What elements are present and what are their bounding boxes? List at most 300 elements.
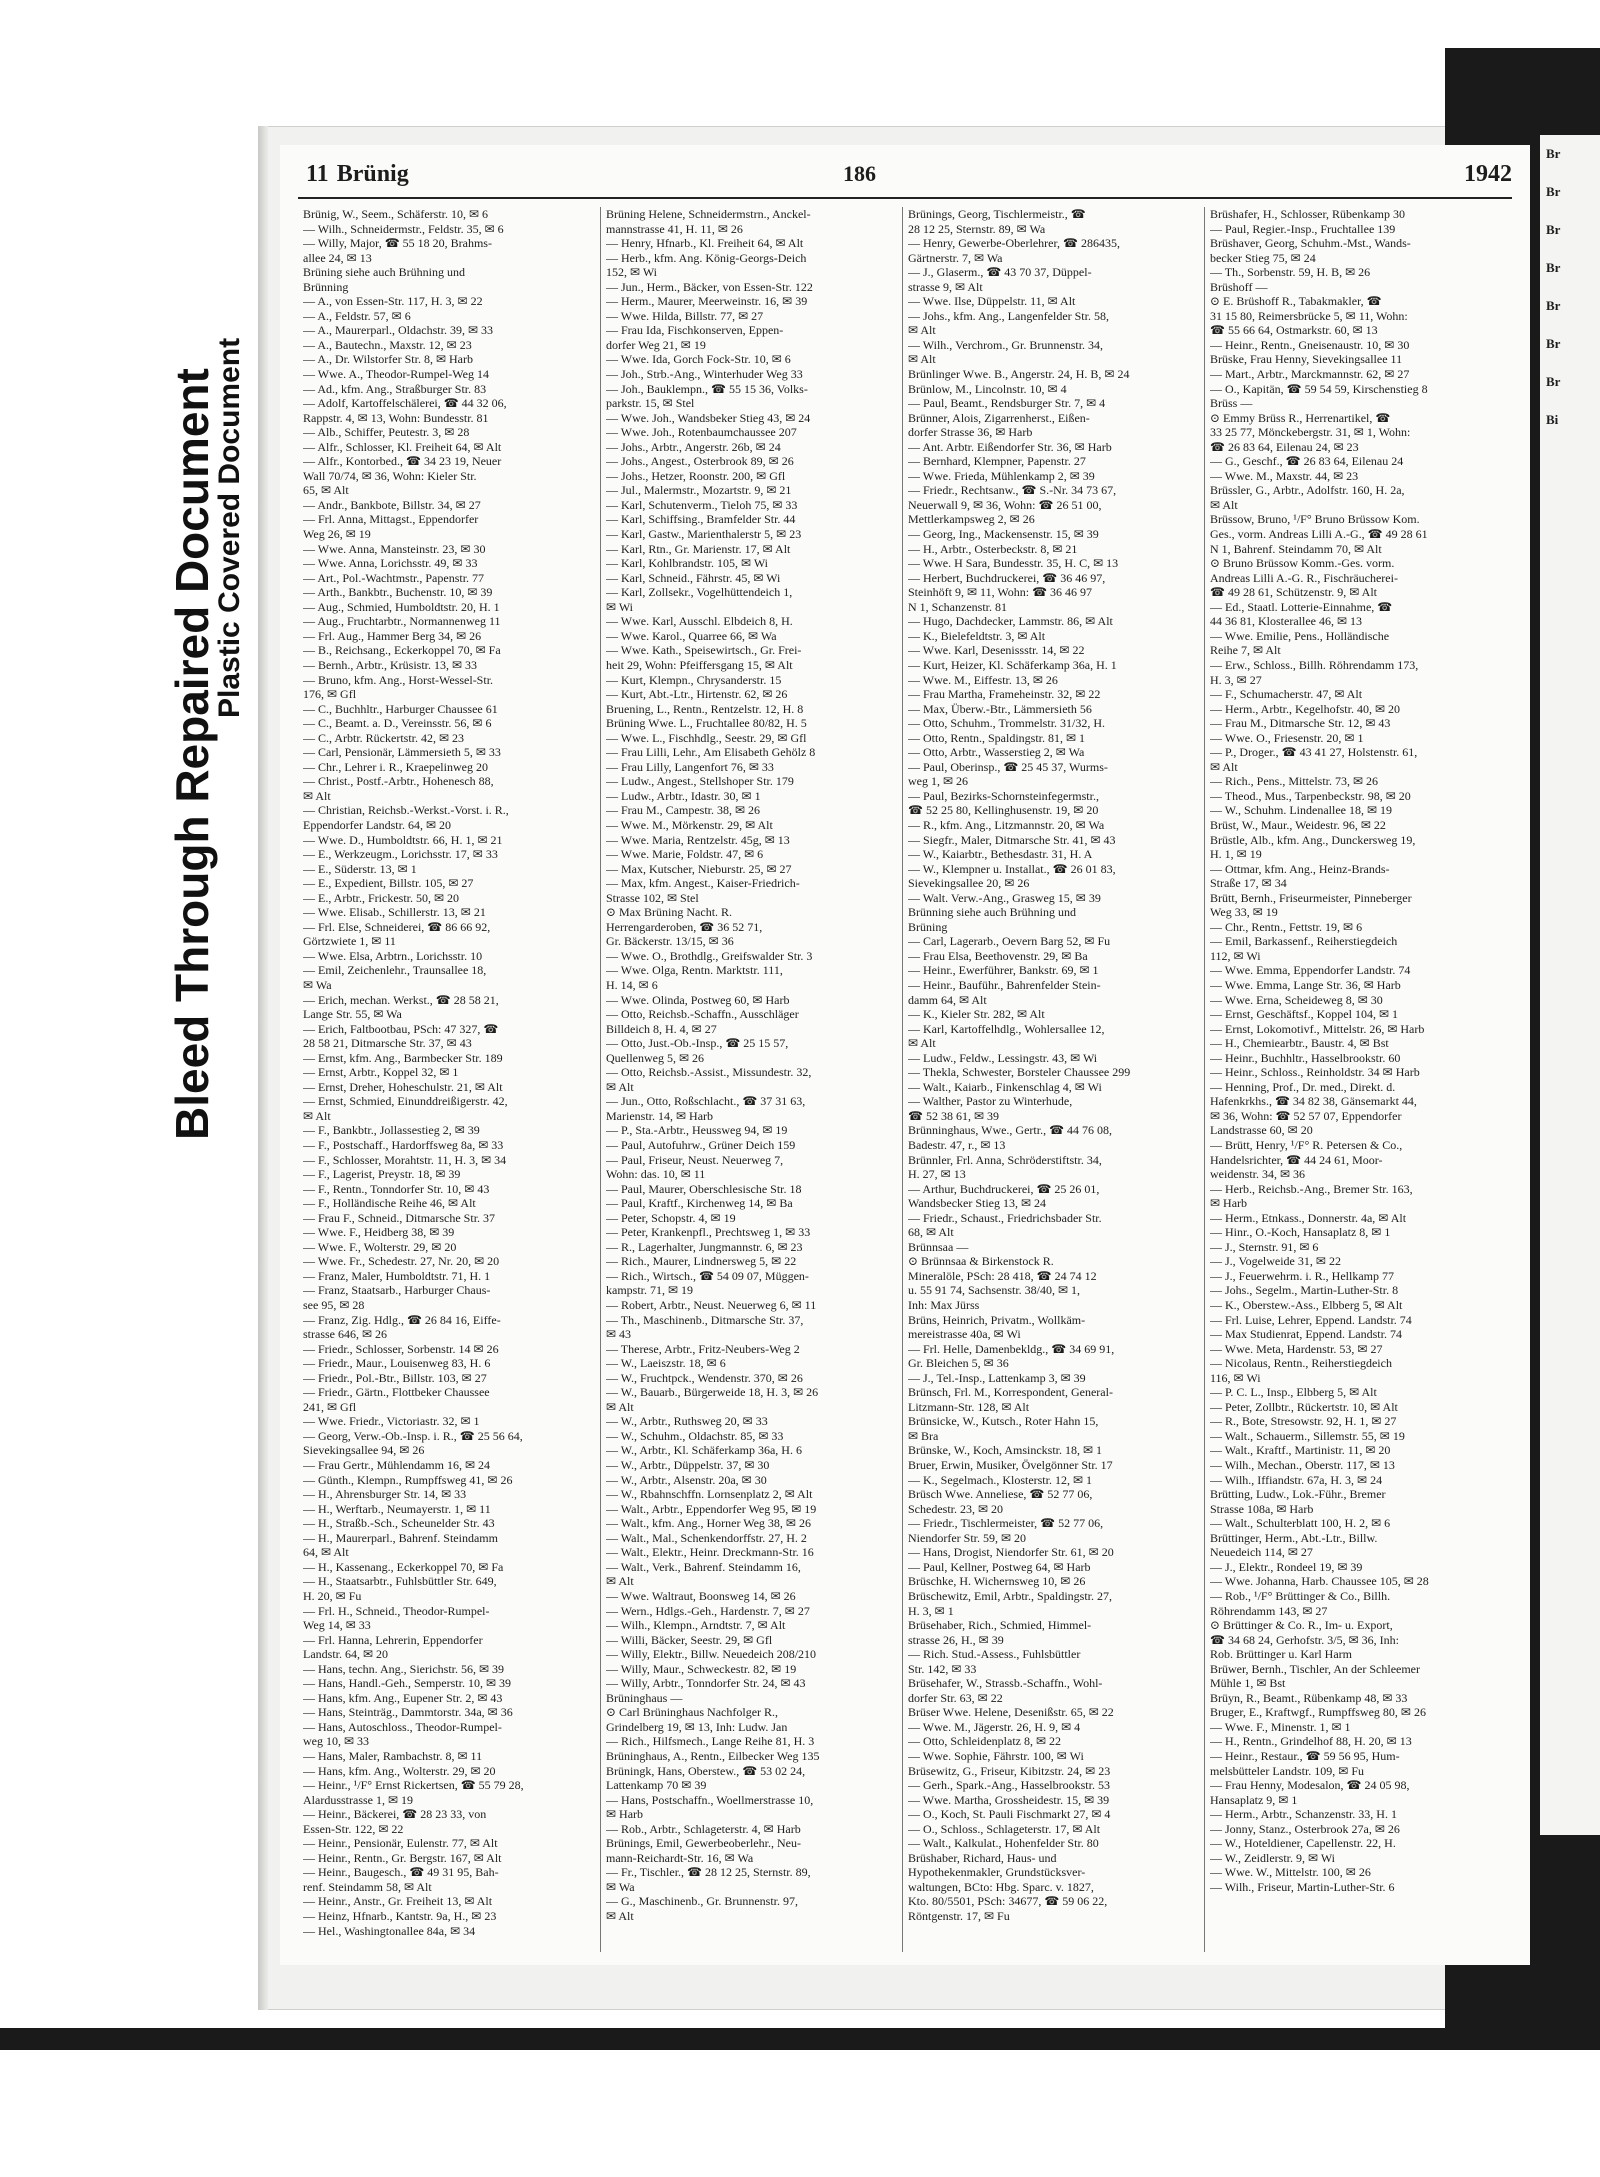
directory-entry-line: — Peter, Zollbtr., Rückertstr. 10, ✉ Alt bbox=[1210, 1399, 1398, 1414]
directory-entry-line: — Wwe. F., Minenstr. 1, ✉ 1 bbox=[1210, 1719, 1351, 1734]
directory-entry-line: Brüninghaus, A., Rentn., Eilbecker Weg 135 bbox=[606, 1748, 820, 1763]
directory-entry-line: — O., Kapitän, ☎ 59 54 59, Kirschenstieg 8 bbox=[1210, 381, 1428, 396]
directory-entry-line: — Wwe. Fr., Schedestr. 27, Nr. 20, ✉ 20 bbox=[303, 1254, 500, 1269]
directory-entry-line: — Wwe. F., Heidberg 38, ✉ 39 bbox=[303, 1225, 455, 1240]
directory-entry-line: — Wilh., Friseur, Martin-Luther-Str. 6 bbox=[1210, 1879, 1395, 1894]
directory-entry-line: — Walt., Mal., Schenkendorffstr. 27, H. 2 bbox=[606, 1530, 807, 1545]
directory-entry-line: — Emil, Zeichenlehr., Traunsallee 18, bbox=[303, 963, 487, 978]
directory-entry-line: — Friedr., Tischlermeister, ☎ 52 77 06, bbox=[908, 1516, 1104, 1531]
directory-entry-line: Brüns, Heinrich, Privatm., Wollkäm- bbox=[908, 1312, 1086, 1327]
directory-entry-line: — Wwe. Elsa, Arbtrn., Lorichsstr. 10 bbox=[303, 948, 483, 963]
directory-entry-line: — W., Hoteldiener, Capellenstr. 22, H. bbox=[1210, 1836, 1396, 1851]
directory-entry-line: Landstr. 64, ✉ 20 bbox=[303, 1647, 389, 1662]
directory-entry-line: — Wwe. Olga, Rentn. Marktstr. 111, bbox=[606, 963, 783, 978]
directory-entry-line: N 1, Bahrenf. Steindamm 70, ✉ Alt bbox=[1210, 541, 1382, 556]
directory-entry-line: — Henry, Gewerbe-Oberlehrer, ☎ 286435, bbox=[908, 236, 1120, 251]
directory-entry-line: ☎ 55 66 64, Ostmarkstr. 60, ✉ 13 bbox=[1210, 323, 1378, 338]
directory-entry-line: Lange Str. 55, ✉ Wa bbox=[303, 1007, 402, 1022]
directory-entry-line: ⊙ Bruno Brüssow Komm.-Ges. vorm. bbox=[1210, 556, 1395, 571]
directory-entry-line: ⊙ Brüttinger & Co. R., Im- u. Export, bbox=[1210, 1618, 1393, 1633]
directory-entry-line: — Wilh., Mechan., Oberstr. 117, ✉ 13 bbox=[1210, 1458, 1395, 1473]
directory-entry-line: — Wwe. O., Brothdlg., Greifswalder Str. 3 bbox=[606, 948, 813, 963]
directory-entry-line: H. 3, ✉ 1 bbox=[908, 1603, 954, 1618]
directory-entry-line: Brüsehafer, W., Strassb.-Schaffn., Wohl- bbox=[908, 1676, 1103, 1691]
directory-entry-line: — Ludw., Arbtr., Idastr. 30, ✉ 1 bbox=[606, 788, 761, 803]
directory-entry-line: — Siegfr., Maler, Ditmarsche Str. 41, ✉ 43 bbox=[908, 832, 1116, 847]
directory-entry-line: — R., Bote, Stresowstr. 92, H. 1, ✉ 27 bbox=[1210, 1414, 1397, 1429]
directory-entry-line: — Karl, Schiffsing., Bramfelder Str. 44 bbox=[606, 512, 796, 527]
page-tag-number: 11 bbox=[306, 161, 329, 187]
directory-entry-line: — Hans, Drogist, Niendorfer Str. 61, ✉ 20 bbox=[908, 1545, 1114, 1560]
directory-entry-line: — Franz, Maler, Humboldtstr. 71, H. 1 bbox=[303, 1268, 491, 1283]
directory-entry-line: — Hans, Autoschloss., Theodor-Rumpel- bbox=[303, 1719, 502, 1734]
facing-page-word: Br bbox=[1546, 222, 1561, 237]
directory-entry-line: Brüwer, Bernh., Tischler, An der Schleemer bbox=[1210, 1661, 1420, 1676]
directory-entry-line: — Karl, Zollsekr., Vogelhüttendeich 1, bbox=[606, 585, 793, 600]
directory-entry-line: — Max, Kutscher, Nieburstr. 25, ✉ 27 bbox=[606, 861, 792, 876]
directory-entry-line: — Karl, Gastw., Marienthalerstr 5, ✉ 23 bbox=[606, 527, 802, 542]
directory-entry-line: Wandsbecker Stieg 13, ✉ 24 bbox=[908, 1196, 1047, 1211]
directory-entry-line: H. 27, ✉ 13 bbox=[908, 1167, 966, 1182]
directory-entry-line: — Walt., Schulterblatt 100, H. 2, ✉ 6 bbox=[1210, 1516, 1391, 1531]
directory-entry-line: Bruger, E., Kraftwgf., Rumpffsweg 80, ✉ 26 bbox=[1210, 1705, 1426, 1720]
directory-entry-line: — Aug., Schmied, Humboldtstr. 20, H. 1 bbox=[303, 599, 500, 614]
directory-entry-line: Hansaplatz 9, ✉ 1 bbox=[1210, 1792, 1298, 1807]
directory-entry-line: Brüschke, H. Wichernsweg 10, ✉ 26 bbox=[908, 1574, 1086, 1589]
directory-entry-line: — Walther, Pastor zu Winterhude, bbox=[908, 1094, 1073, 1109]
directory-entry-line: waltungen, BCto: Hbg. Sparc. v. 1827, bbox=[908, 1879, 1094, 1894]
directory-entry-line: — Hans, Handl.-Geh., Semperstr. 10, ✉ 39 bbox=[303, 1676, 512, 1691]
directory-entry-line: — Kurt, Heizer, Kl. Schäferkamp 36a, H. 1 bbox=[908, 657, 1117, 672]
directory-entry-line: Brünske, W., Koch, Amsinckstr. 18, ✉ 1 bbox=[908, 1443, 1103, 1458]
directory-entry-line: — Rich., Wirtsch., ☎ 54 09 07, Müggen- bbox=[606, 1268, 809, 1283]
directory-entry-line: — Karl, Schutenverm., Tieloh 75, ✉ 33 bbox=[606, 497, 798, 512]
directory-entry-line: — Wwe. M., Eiffestr. 13, ✉ 26 bbox=[908, 672, 1058, 687]
directory-entry-line: Weg 14, ✉ 33 bbox=[303, 1618, 371, 1633]
directory-entry-line: — Wwe. Friedr., Victoriastr. 32, ✉ 1 bbox=[303, 1414, 480, 1429]
directory-entry-line: — Ernst, Schmied, Einunddreißigerstr. 42, bbox=[303, 1094, 508, 1109]
directory-entry-line: Mineralöle, PSch: 28 418, ☎ 24 74 12 bbox=[908, 1268, 1097, 1283]
directory-entry-line: — Walt., Kraftf., Martinistr. 11, ✉ 20 bbox=[1210, 1443, 1391, 1458]
directory-entry-line: heit 29, Wohn: Pfeiffersgang 15, ✉ Alt bbox=[606, 657, 793, 672]
directory-entry-line: — Franz, Staatsarb., Harburger Chaus- bbox=[303, 1283, 491, 1298]
directory-entry-line: Brüss — bbox=[1210, 396, 1253, 411]
directory-entry-line: — Rob., Arbtr., Schlageterstr. 4, ✉ Harb bbox=[606, 1821, 801, 1836]
directory-entry-line: Lattenkamp 70 ✉ 39 bbox=[606, 1778, 707, 1793]
directory-entry-line: — K., Segelmach., Klosterstr. 12, ✉ 1 bbox=[908, 1472, 1093, 1487]
directory-entry-line: — Frau Henny, Modesalon, ☎ 24 05 98, bbox=[1210, 1778, 1410, 1793]
directory-entry-line: ✉ Alt bbox=[303, 788, 331, 803]
directory-entry-line: — Max, kfm. Angest., Kaiser-Friedrich- bbox=[606, 876, 800, 891]
directory-entry-line: Brüttinger, Herm., Abt.-Ltr., Billw. bbox=[1210, 1530, 1378, 1545]
directory-entry-line: — Wwe. M., Maxstr. 44, ✉ 23 bbox=[1210, 468, 1359, 483]
directory-entry-line: — Erich, Faltbootbau, PSch: 47 327, ☎ bbox=[303, 1021, 499, 1036]
page-section-tag bbox=[298, 161, 409, 188]
directory-entry-line: — Wwe. L., Fischhdlg., Seestr. 29, ✉ Gfl bbox=[606, 730, 807, 745]
directory-entry-line: — Hans, techn. Ang., Sierichstr. 56, ✉ 39 bbox=[303, 1661, 505, 1676]
facing-page-word: Br bbox=[1546, 298, 1561, 313]
directory-entry-line: Landstrasse 60, ✉ 20 bbox=[1210, 1123, 1313, 1138]
header-rule bbox=[298, 197, 1512, 199]
directory-entry-line: — Jun., Herm., Bäcker, von Essen-Str. 122 bbox=[606, 279, 813, 294]
directory-entry-line: Wohn: das. 10, ✉ 11 bbox=[606, 1167, 706, 1182]
directory-entry-line: Brüstle, Alb., kfm. Ang., Dunckersweg 19, bbox=[1210, 832, 1416, 847]
directory-entry-line: — Herbert, Buchdruckerei, ☎ 36 46 97, bbox=[908, 570, 1106, 585]
page-gutter-shadow bbox=[258, 126, 268, 2010]
directory-entry-line: Andreas Lilli A.-G. R., Fischräucherei- bbox=[1210, 570, 1398, 585]
directory-entry-line: Brünning bbox=[303, 279, 349, 294]
directory-entry-line: — Wwe. Johanna, Harb. Chaussee 105, ✉ 28 bbox=[1210, 1574, 1429, 1589]
directory-entry-line: — W., Arbtr., Alsenstr. 20a, ✉ 30 bbox=[606, 1472, 767, 1487]
directory-entry-line: ✉ 43 bbox=[606, 1327, 632, 1342]
directory-entry-line: Inh: Max Jürss bbox=[908, 1298, 980, 1313]
directory-entry-line: Steinhöft 9, ✉ 11, Wohn: ☎ 36 46 97 bbox=[908, 585, 1093, 600]
directory-entry-line: — H., Kassenang., Eckerkoppel 70, ✉ Fa bbox=[303, 1559, 504, 1574]
directory-entry-line: — Karl, Rtn., Gr. Marienstr. 17, ✉ Alt bbox=[606, 541, 791, 556]
directory-entry-line: — Wwe. Erna, Scheideweg 8, ✉ 30 bbox=[1210, 992, 1383, 1007]
directory-entry-line: Badestr. 47, r., ✉ 13 bbox=[908, 1138, 1006, 1152]
directory-entry-line: — Otto, Arbtr., Wasserstieg 2, ✉ Wa bbox=[908, 745, 1085, 760]
directory-entry-line: Mettlerkampsweg 2, ✉ 26 bbox=[908, 512, 1035, 527]
directory-entry-line: — Wwe. A., Theodor-Rumpel-Weg 14 bbox=[303, 367, 489, 382]
directory-entry-line: — F., Schlosser, Morahtstr. 11, H. 3, ✉ 34 bbox=[303, 1152, 507, 1167]
directory-entry-line: Reihe 7, ✉ Alt bbox=[1210, 643, 1281, 658]
directory-entry-line: — Henning, Prof., Dr. med., Direkt. d. bbox=[1210, 1079, 1396, 1094]
directory-entry-line: dorfer Weg 21, ✉ 19 bbox=[606, 337, 706, 352]
directory-entry-line: 28 12 25, Sternstr. 89, ✉ Wa bbox=[908, 221, 1046, 236]
directory-entry-line: — K., Kieler Str. 282, ✉ Alt bbox=[908, 1007, 1045, 1022]
directory-entry-line: — Herm., Maurer, Meerweinstr. 16, ✉ 39 bbox=[606, 294, 808, 309]
directory-entry-line: — Frau Martha, Frameheinstr. 32, ✉ 22 bbox=[908, 687, 1101, 702]
directory-entry-line: — F., Holländische Reihe 46, ✉ Alt bbox=[303, 1196, 476, 1211]
directory-entry-line: — Rich., Hilfsmech., Lange Reihe 81, H. 3 bbox=[606, 1734, 815, 1749]
directory-entry-line: Brünings, Emil, Gewerbeoberlehr., Neu- bbox=[606, 1836, 801, 1851]
directory-entry-line: Kto. 80/5501, PSch: 34677, ☎ 59 06 22, bbox=[908, 1894, 1108, 1909]
directory-entry-line: Litzmann-Str. 128, ✉ Alt bbox=[908, 1399, 1030, 1414]
directory-entry-line: — Rich., Pens., Mittelstr. 73, ✉ 26 bbox=[1210, 774, 1379, 789]
directory-entry-line: — Emil, Barkassenf., Reiherstiegdeich bbox=[1210, 934, 1398, 949]
directory-entry-line: u. 55 91 74, Sachsenstr. 38/40, ✉ 1, bbox=[908, 1283, 1081, 1298]
directory-entry-line: — Georg, Verw.-Ob.-Insp. i. R., ☎ 25 56 64, bbox=[303, 1428, 523, 1443]
directory-entry-line: — Walt., Elektr., Heinr. Dreckmann-Str. 16 bbox=[606, 1545, 814, 1560]
directory-entry-line: — Herm., Arbtr., Schanzenstr. 33, H. 1 bbox=[1210, 1807, 1397, 1822]
directory-entry-line: — P. C. L., Insp., Elbberg 5, ✉ Alt bbox=[1210, 1385, 1377, 1400]
directory-entry-line: — Th., Maschinenb., Ditmarsche Str. 37, bbox=[606, 1312, 804, 1327]
directory-entry-line: — Rich. Stud.-Assess., Fuhlsbüttler bbox=[908, 1647, 1081, 1662]
directory-entry-line: — Ed., Staatl. Lotterie-Einnahme, ☎ bbox=[1210, 599, 1393, 614]
directory-entry-line: Brüser Wwe. Helene, Desenißstr. 65, ✉ 22 bbox=[908, 1705, 1114, 1720]
directory-entry-line: — Hel., Washingtonallee 84a, ✉ 34 bbox=[303, 1923, 476, 1938]
directory-entry-line: — Hans, Steinträg., Dammtorstr. 34a, ✉ 36 bbox=[303, 1705, 513, 1720]
directory-entry-line: — Wwe. Joh., Rotenbaumchaussee 207 bbox=[606, 425, 797, 440]
directory-entry-line: — Wwe. Maria, Rentzelstr. 45g, ✉ 13 bbox=[606, 832, 790, 847]
directory-columns bbox=[298, 207, 1506, 1952]
directory-entry-line: — F., Postschaff., Hardorffsweg 8a, ✉ 33 bbox=[303, 1138, 504, 1152]
facing-page-word: Br bbox=[1546, 374, 1561, 389]
directory-entry-line: ⊙ Carl Brüninghaus Nachfolger R., bbox=[606, 1705, 779, 1720]
directory-entry-line: — Otto, Just.-Ob.-Insp., ☎ 25 15 57, bbox=[606, 1036, 789, 1051]
directory-entry-line: — H., Rentn., Grindelhof 88, H. 20, ✉ 13 bbox=[1210, 1734, 1412, 1749]
scanner-bottom-band bbox=[0, 2028, 1600, 2050]
directory-entry-line: — Georg, Ing., Mackensenstr. 15, ✉ 39 bbox=[908, 527, 1099, 542]
directory-entry-line: — Wilh., Schneidermstr., Feldstr. 35, ✉ 6 bbox=[303, 221, 504, 236]
directory-entry-line: — Wwe. Joh., Wandsbeker Stieg 43, ✉ 24 bbox=[606, 410, 811, 425]
directory-entry-line: Brüsch Wwe. Anneliese, ☎ 52 77 06, bbox=[908, 1487, 1093, 1502]
directory-entry-line: — Wwe. Marie, Foldstr. 47, ✉ 6 bbox=[606, 847, 764, 862]
directory-entry-line: ✉ Alt bbox=[606, 1908, 634, 1923]
directory-entry-line: Brünings, Georg, Tischlermeistr., ☎ bbox=[908, 207, 1086, 221]
directory-entry-line: mann-Reichardt-Str. 16, ✉ Wa bbox=[606, 1850, 754, 1865]
directory-entry-line: — Max, Überw.-Btr., Lämmersieth 56 bbox=[908, 701, 1092, 716]
directory-entry-line: — Frl. H., Schneid., Theodor-Rumpel- bbox=[303, 1603, 490, 1618]
directory-entry-line: Gr. Bleichen 5, ✉ 36 bbox=[908, 1356, 1009, 1371]
directory-entry-line: allee 24, ✉ 13 bbox=[303, 250, 372, 265]
directory-entry-line: — Wwe. Martha, Grossheidestr. 15, ✉ 39 bbox=[908, 1792, 1110, 1807]
directory-entry-line: Alardusstrasse 1, ✉ 19 bbox=[303, 1792, 414, 1807]
directory-entry-line: — Wwe. H Sara, Bundesstr. 35, H. C, ✉ 13 bbox=[908, 556, 1119, 571]
directory-entry-line: — Ernst, Dreher, Hoheschulstr. 21, ✉ Alt bbox=[303, 1079, 503, 1094]
directory-entry-line: — C., Buchhltr., Harburger Chaussee 61 bbox=[303, 701, 498, 716]
directory-entry-line: — Karl, Kartoffelhdlg., Wohlersallee 12, bbox=[908, 1021, 1105, 1036]
directory-entry-line: ✉ 36, Wohn: ☎ 52 57 07, Eppendorfer bbox=[1210, 1108, 1402, 1123]
directory-entry-line: Röntgenstr. 17, ✉ Fu bbox=[908, 1908, 1010, 1923]
directory-entry-line: — Frau M., Campestr. 38, ✉ 26 bbox=[606, 803, 761, 818]
directory-entry-line: — Jun., Otto, Roßschlacht., ☎ 37 31 63, bbox=[606, 1094, 806, 1109]
directory-entry-line: — Wwe. Emma, Eppendorfer Landstr. 74 bbox=[1210, 963, 1411, 978]
facing-page-word: Br bbox=[1546, 260, 1561, 275]
directory-entry-line: Marienstr. 14, ✉ Harb bbox=[606, 1108, 714, 1123]
directory-entry-line: N 1, Schanzenstr. 81 bbox=[908, 599, 1007, 614]
directory-entry-line: — W., Rbahnschffn. Lornsenplatz 2, ✉ Alt bbox=[606, 1487, 813, 1502]
directory-entry-line: — Alb., Schiffer, Peutestr. 3, ✉ 28 bbox=[303, 425, 470, 440]
directory-entry-line: — K., Bielefeldtstr. 3, ✉ Alt bbox=[908, 628, 1046, 643]
directory-entry-line: Brünsch, Frl. M., Korrespondent, General- bbox=[908, 1385, 1113, 1400]
directory-entry-line: — Alfr., Schlosser, Kl. Freiheit 64, ✉ Alt bbox=[303, 439, 502, 454]
directory-entry-line: — Walt., Kalkulat., Hohenfelder Str. 80 bbox=[908, 1836, 1099, 1851]
directory-entry-line: ☎ 49 28 61, Schützenstr. 9, ✉ Alt bbox=[1210, 585, 1377, 600]
directory-entry-line: — Wilh., Iffiandstr. 67a, H. 3, ✉ 24 bbox=[1210, 1472, 1383, 1487]
directory-entry-line: Sievekingsallee 20, ✉ 26 bbox=[908, 876, 1030, 891]
directory-entry-line: — E., Werkzeugm., Lorichsstr. 17, ✉ 33 bbox=[303, 847, 498, 862]
directory-entry-line: — Friedr., Schaust., Friedrichsbader Str. bbox=[908, 1210, 1102, 1225]
directory-entry-line: — Johs., Angest., Osterbrook 89, ✉ 26 bbox=[606, 454, 794, 469]
directory-entry-line: H. 20, ✉ Fu bbox=[303, 1588, 362, 1603]
directory-entry-line: — Heinz, Hfnarb., Kantstr. 9a, H., ✉ 23 bbox=[303, 1908, 497, 1923]
directory-entry-line: damm 64, ✉ Alt bbox=[908, 992, 987, 1007]
directory-entry-line: Brüssow, Bruno, ¹/F° Bruno Brüssow Kom. bbox=[1210, 512, 1420, 527]
directory-entry-line: mereistrasse 40a, ✉ Wi bbox=[908, 1327, 1021, 1342]
facing-page-edge bbox=[1540, 135, 1600, 1835]
directory-entry-line: Ges., vorm. Andreas Lilli A.-G., ☎ 49 28 61 bbox=[1210, 527, 1428, 542]
directory-entry-line: — C., Arbtr. Rückertstr. 42, ✉ 23 bbox=[303, 730, 465, 745]
directory-entry-line: — Carl, Lagerarb., Oevern Barg 52, ✉ Fu bbox=[908, 934, 1111, 949]
directory-entry-line: — Arthur, Buchdruckerei, ☎ 25 26 01, bbox=[908, 1181, 1100, 1196]
directory-entry-line: Rappstr. 4, ✉ 13, Wohn: Bundesstr. 81 bbox=[303, 410, 489, 425]
directory-entry-line: — Frau M., Ditmarsche Str. 12, ✉ 43 bbox=[1210, 716, 1391, 731]
directory-entry-line: — Mart., Arbtr., Marckmannstr. 62, ✉ 27 bbox=[1210, 367, 1410, 382]
directory-entry-line: ✉ Wa bbox=[606, 1879, 635, 1894]
directory-entry-line: — Heinr., Anstr., Gr. Freiheit 13, ✉ Alt bbox=[303, 1894, 493, 1909]
directory-entry-line: — Walt., Arbtr., Eppendorfer Weg 95, ✉ 19 bbox=[606, 1501, 817, 1516]
directory-entry-line: ⊙ Brünnsaa & Birkenstock R. bbox=[908, 1254, 1054, 1269]
directory-entry-line: — W., Arbtr., Ruthsweg 20, ✉ 33 bbox=[606, 1414, 768, 1429]
directory-entry-line: Brüsewitz, G., Friseur, Kibitzstr. 24, ✉ 23 bbox=[908, 1763, 1111, 1778]
directory-entry-line: Brüst, W., Maur., Weidestr. 96, ✉ 22 bbox=[1210, 817, 1386, 832]
directory-entry-line: — Frau Lilli, Lehr., Am Elisabeth Gehölz 8 bbox=[606, 745, 816, 760]
directory-entry-line: Handelsrichter, ☎ 44 24 61, Moor- bbox=[1210, 1152, 1383, 1167]
directory-entry-line: — Fr., Tischler., ☎ 28 12 25, Sternstr. 89, bbox=[606, 1865, 811, 1880]
directory-entry-line: — Walt., Verk., Bahrenf. Steindamm 16, bbox=[606, 1559, 801, 1574]
directory-entry-line: mannstrasse 41, H. 11, ✉ 26 bbox=[606, 221, 743, 236]
directory-entry-line: — Wilh., Verchrom., Gr. Brunnenstr. 34, bbox=[908, 337, 1104, 352]
directory-entry-line: — R., kfm. Ang., Litzmannstr. 20, ✉ Wa bbox=[908, 817, 1105, 832]
directory-entry-line: — Frl. Aug., Hammer Berg 34, ✉ 26 bbox=[303, 628, 482, 643]
directory-entry-line: — Friedr., Rechtsanw., ☎ S.-Nr. 34 73 67, bbox=[908, 483, 1117, 498]
directory-entry-line: weg 1, ✉ 26 bbox=[908, 774, 969, 789]
directory-entry-line: — Wwe. M., Mörkenstr. 29, ✉ Alt bbox=[606, 817, 773, 832]
directory-entry-line: Röhrendamm 143, ✉ 27 bbox=[1210, 1603, 1328, 1618]
directory-entry-line: 152, ✉ Wi bbox=[606, 265, 658, 280]
directory-entry-line: — Wwe. Anna, Mansteinstr. 23, ✉ 30 bbox=[303, 541, 486, 556]
directory-entry-line: — A., Bautechn., Maxstr. 12, ✉ 23 bbox=[303, 337, 472, 352]
directory-entry-line: — E., Arbtr., Frickestr. 50, ✉ 20 bbox=[303, 890, 460, 905]
directory-entry-line: — Th., Sorbenstr. 59, H. B, ✉ 26 bbox=[1210, 265, 1371, 280]
directory-column-4 bbox=[1204, 207, 1506, 1952]
directory-entry-line: Brünig, W., Seem., Schäferstr. 10, ✉ 6 bbox=[303, 207, 489, 221]
directory-entry-line: — W., Laeiszstr. 18, ✉ 6 bbox=[606, 1356, 726, 1371]
page-tag-name: Brünig bbox=[336, 161, 409, 187]
directory-entry-line: ✉ Alt bbox=[1210, 497, 1238, 512]
directory-entry-line: — Ernst, Lokomotivf., Mittelstr. 26, ✉ Harb bbox=[1210, 1021, 1425, 1036]
directory-entry-line: — Hinr., O.-Koch, Hansaplatz 8, ✉ 1 bbox=[1210, 1225, 1391, 1240]
directory-entry-line: ⊙ Emmy Brüss R., Herrenartikel, ☎ bbox=[1210, 410, 1391, 425]
directory-entry-line: — Hans, kfm. Ang., Wolterstr. 29, ✉ 20 bbox=[303, 1763, 496, 1778]
directory-entry-line: see 95, ✉ 28 bbox=[303, 1298, 365, 1313]
directory-entry-line: — Johs., Segelm., Martin-Luther-Str. 8 bbox=[1210, 1283, 1399, 1298]
directory-entry-line: — Erw., Schloss., Billh. Röhrendamm 173, bbox=[1210, 657, 1419, 672]
directory-entry-line: — Hans, Postschaffn., Woellmerstrasse 10, bbox=[606, 1792, 814, 1807]
directory-entry-line: — Frl. Else, Schneiderei, ☎ 86 66 92, bbox=[303, 919, 491, 934]
directory-entry-line: — Wwe. W., Mittelstr. 100, ✉ 26 bbox=[1210, 1865, 1371, 1880]
directory-entry-line: Sievekingsallee 94, ✉ 26 bbox=[303, 1443, 425, 1458]
directory-entry-line: Brünninghaus, Wwe., Gertr., ☎ 44 76 08, bbox=[908, 1123, 1113, 1138]
directory-entry-line: Brüyn, R., Beamt., Rübenkamp 48, ✉ 33 bbox=[1210, 1690, 1408, 1705]
directory-entry-line: — Paul, Beamt., Rendsburger Str. 7, ✉ 4 bbox=[908, 396, 1106, 411]
directory-entry-line: — Wern., Hdlgs.-Geh., Hardenstr. 7, ✉ 27 bbox=[606, 1603, 810, 1618]
directory-entry-line: — Jonny, Stanz., Osterbrook 27a, ✉ 26 bbox=[1210, 1821, 1400, 1836]
directory-entry-line: — J., Elektr., Rondeel 19, ✉ 39 bbox=[1210, 1559, 1363, 1574]
directory-entry-line: — Wwe. Sophie, Fährstr. 100, ✉ Wi bbox=[908, 1748, 1084, 1763]
directory-entry-line: — Wwe. Olinda, Postweg 60, ✉ Harb bbox=[606, 992, 790, 1007]
directory-entry-line: — C., Beamt. a. D., Vereinsstr. 56, ✉ 6 bbox=[303, 716, 492, 731]
directory-entry-line: H. 14, ✉ 6 bbox=[606, 977, 658, 992]
directory-entry-line: Hypothekenmakler, Grundstücksver- bbox=[908, 1865, 1086, 1880]
directory-entry-line: — Heinr., Rentn., Gr. Bergstr. 167, ✉ Alt bbox=[303, 1850, 502, 1865]
directory-entry-line: ✉ Alt bbox=[908, 1036, 936, 1051]
directory-entry-line: — Willy, Arbtr., Tonndorfer Str. 24, ✉ 43 bbox=[606, 1676, 806, 1691]
directory-entry-line: — Ant. Arbtr. Eißendorfer Str. 36, ✉ Harb bbox=[908, 439, 1112, 454]
directory-entry-line: — R., Lagerhalter, Jungmannstr. 6, ✉ 23 bbox=[606, 1239, 803, 1254]
directory-entry-line: Gärtnerstr. 7, ✉ Wa bbox=[908, 250, 1003, 265]
directory-entry-line: — Andr., Bankbote, Billstr. 34, ✉ 27 bbox=[303, 497, 481, 512]
directory-entry-line: ✉ Alt bbox=[1210, 759, 1238, 774]
directory-entry-line: — Carl, Pensionär, Lämmersieth 5, ✉ 33 bbox=[303, 745, 501, 760]
directory-entry-line: Brüske, Frau Henny, Sievekingsallee 11 bbox=[1210, 352, 1403, 367]
directory-entry-line: — Ottmar, kfm. Ang., Heinz-Brands- bbox=[1210, 861, 1390, 876]
directory-entry-line: Neuedeich 114, ✉ 27 bbox=[1210, 1545, 1313, 1560]
directory-entry-line: H. 1, ✉ 19 bbox=[1210, 847, 1262, 862]
directory-entry-line: Brünnler, Frl. Anna, Schröderstiftstr. 34, bbox=[908, 1152, 1102, 1167]
directory-entry-line: — Wwe. Karl, Desenissstr. 14, ✉ 22 bbox=[908, 643, 1085, 658]
directory-entry-line: Weg 33, ✉ 19 bbox=[1210, 905, 1278, 920]
page-year: 1942 bbox=[1464, 161, 1512, 187]
directory-entry-line: — Johs., kfm. Ang., Langenfelder Str. 58, bbox=[908, 308, 1109, 323]
directory-entry-line: — Ad., kfm. Ang., Straßburger Str. 83 bbox=[303, 381, 487, 396]
directory-entry-line: weidenstr. 34, ✉ 36 bbox=[1210, 1167, 1306, 1182]
directory-entry-line: — Heinr., Bauführ., Bahrenfelder Stein- bbox=[908, 977, 1101, 992]
directory-entry-line: Brütting, Ludw., Lok.-Führ., Bremer bbox=[1210, 1487, 1386, 1502]
directory-entry-line: — W., Klempner u. Installat., ☎ 26 01 83, bbox=[908, 861, 1116, 876]
directory-entry-line: Rob. Brüttinger u. Karl Harm bbox=[1210, 1647, 1352, 1662]
directory-entry-line: — Wwe. O., Friesenstr. 20, ✉ 1 bbox=[1210, 730, 1364, 745]
directory-entry-line: ✉ Wi bbox=[606, 599, 634, 614]
directory-entry-line: ✉ Harb bbox=[606, 1807, 644, 1822]
directory-entry-line: ✉ Harb bbox=[1210, 1196, 1248, 1211]
directory-entry-line: Brüshaver, Georg, Schuhm.-Mst., Wands- bbox=[1210, 236, 1411, 251]
directory-entry-line: — Erich, mechan. Werkst., ☎ 28 58 21, bbox=[303, 992, 499, 1007]
directory-entry-line: — Otto, Rentn., Spaldingstr. 81, ✉ 1 bbox=[908, 730, 1086, 745]
directory-entry-line: strasse 9, ✉ Alt bbox=[908, 279, 983, 294]
directory-entry-line: — Walt. Verw.-Ang., Grasweg 15, ✉ 39 bbox=[908, 890, 1101, 905]
directory-entry-line: ✉ Bra bbox=[908, 1428, 939, 1443]
directory-entry-line: ✉ Wa bbox=[303, 977, 332, 992]
directory-entry-line: 112, ✉ Wi bbox=[1210, 948, 1261, 963]
directory-entry-line: — J., Vogelweide 31, ✉ 22 bbox=[1210, 1254, 1341, 1269]
directory-entry-line: — Ernst, Geschäftsf., Koppel 104, ✉ 1 bbox=[1210, 1007, 1399, 1022]
directory-entry-line: 116, ✉ Wi bbox=[1210, 1370, 1261, 1385]
directory-entry-line: Brünnsaa — bbox=[908, 1239, 969, 1254]
directory-entry-line: — Heinr., Restaur., ☎ 59 56 95, Hum- bbox=[1210, 1748, 1400, 1763]
directory-entry-line: — Jul., Malermstr., Mozartstr. 9, ✉ 21 bbox=[606, 483, 792, 498]
directory-entry-line: ✉ Alt bbox=[908, 323, 936, 338]
directory-entry-line: — Christ., Postf.-Arbtr., Hohenesch 88, bbox=[303, 774, 494, 789]
directory-entry-line: — Heinr., Ewerführer, Bankstr. 69, ✉ 1 bbox=[908, 963, 1099, 978]
directory-entry-line: — Friedr., Gärtn., Flottbeker Chaussee bbox=[303, 1385, 490, 1400]
directory-entry-line: — Frl. Luise, Lehrer, Eppend. Landstr. 74 bbox=[1210, 1312, 1412, 1327]
directory-entry-line: — Ernst, kfm. Ang., Barmbecker Str. 189 bbox=[303, 1050, 503, 1065]
directory-entry-line: — Frl. Anna, Mittagst., Eppendorfer bbox=[303, 512, 479, 527]
directory-entry-line: — H., Straßb.-Sch., Scheunelder Str. 43 bbox=[303, 1516, 495, 1531]
directory-entry-line: — Wwe. Meta, Hardenstr. 53, ✉ 27 bbox=[1210, 1341, 1383, 1356]
directory-entry-line: — Ernst, Arbtr., Koppel 32, ✉ 1 bbox=[303, 1065, 459, 1080]
directory-entry-line: — Gerh., Spark.-Ang., Hasselbrookstr. 53 bbox=[908, 1778, 1110, 1793]
directory-entry-line: — W., Fruchtpck., Wendenstr. 370, ✉ 26 bbox=[606, 1370, 803, 1385]
directory-entry-line: — J., Sternstr. 91, ✉ 6 bbox=[1210, 1239, 1319, 1254]
directory-entry-line: — O., Schloss., Schlageterstr. 17, ✉ Alt bbox=[908, 1821, 1101, 1836]
directory-entry-line: — Paul, Autofuhrw., Grüner Deich 159 bbox=[606, 1138, 796, 1152]
directory-entry-line: melsbütteler Landstr. 109, ✉ Fu bbox=[1210, 1763, 1365, 1778]
directory-entry-line: — B., Reichsang., Eckerkoppel 70, ✉ Fa bbox=[303, 643, 501, 658]
directory-entry-line: — Franz, Zig. Hdlg., ☎ 26 84 16, Eiffe- bbox=[303, 1312, 501, 1327]
directory-entry-line: — Friedr., Pol.-Btr., Billstr. 103, ✉ 27 bbox=[303, 1370, 487, 1385]
directory-entry-line: — Rich., Maurer, Lindnersweg 5, ✉ 22 bbox=[606, 1254, 797, 1269]
directory-entry-line: — P., Sta.-Arbtr., Heussweg 94, ✉ 19 bbox=[606, 1123, 788, 1138]
directory-entry-line: — Otto, Schuhm., Trommelstr. 31/32, H. bbox=[908, 716, 1106, 731]
directory-entry-line: — Max Studienrat, Eppend. Landstr. 74 bbox=[1210, 1327, 1402, 1342]
directory-entry-line: 31 15 80, Reimersbrücke 5, ✉ 11, Wohn: bbox=[1210, 308, 1408, 323]
directory-entry-line: — Joh., Bauklempn., ☎ 55 15 36, Volks- bbox=[606, 381, 808, 396]
directory-entry-line: — Heinr., Baugesch., ☎ 49 31 95, Bah- bbox=[303, 1865, 499, 1880]
